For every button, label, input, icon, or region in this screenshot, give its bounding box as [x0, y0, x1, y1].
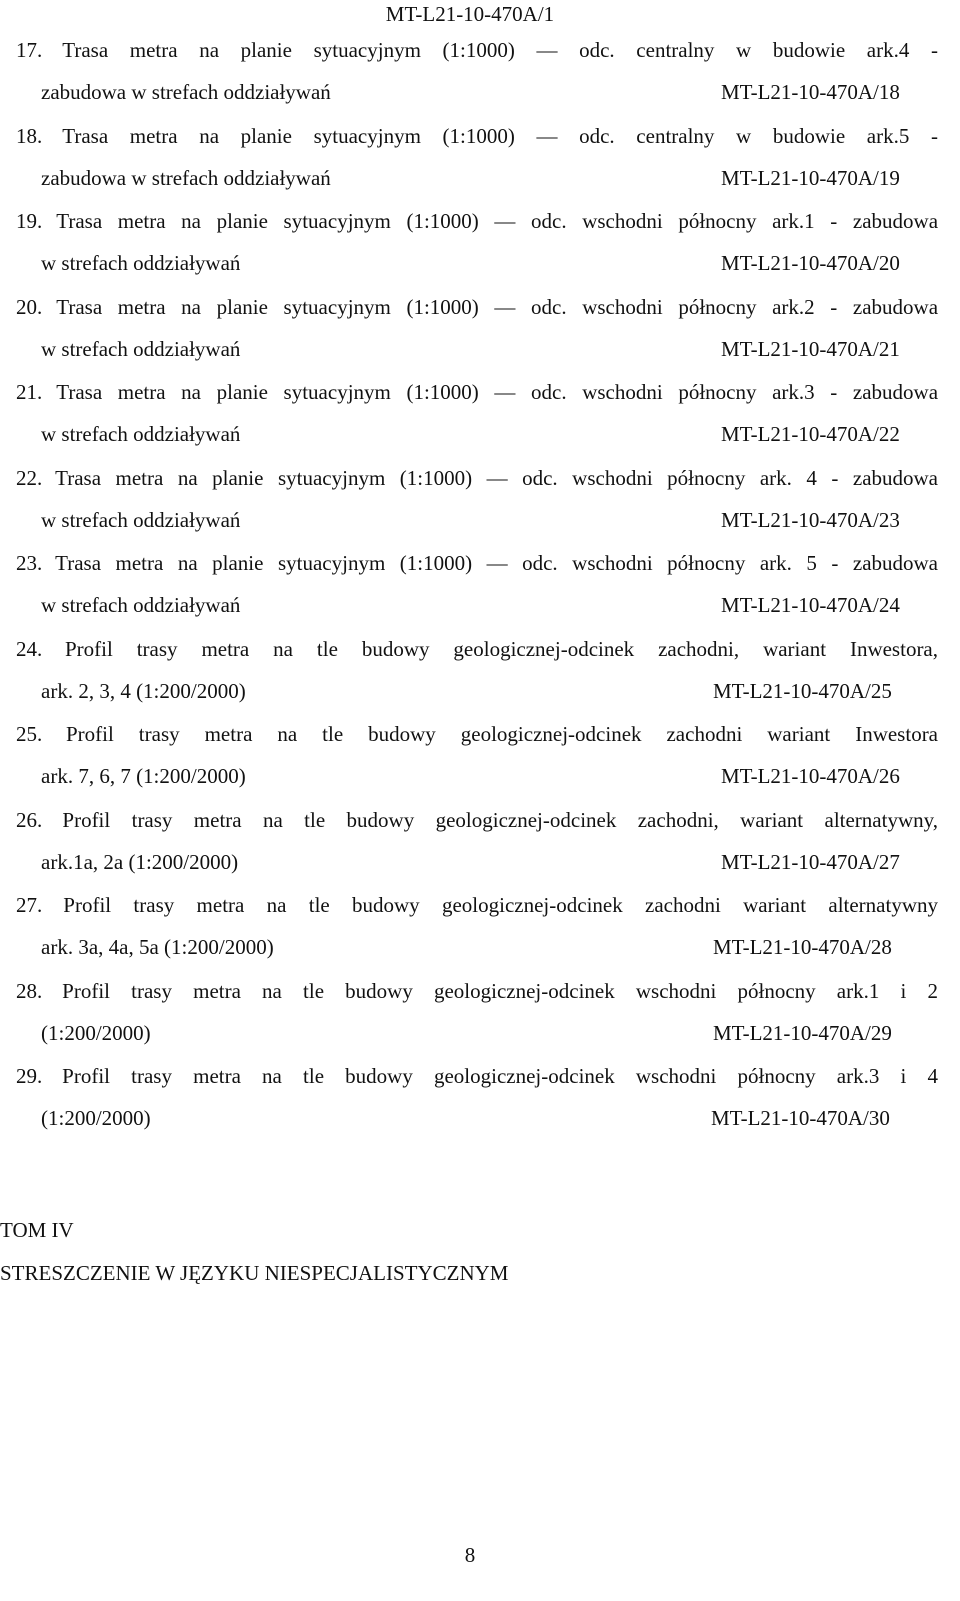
item-code: MT-L21-10-470A/18 [721, 80, 900, 104]
item-subtitle: zabudowa w strefach oddziaływań [41, 80, 331, 104]
item-title: Profil trasy metra na tle budowy geologicznej-odcinek zachodni, wariant alternatywny, [62, 807, 939, 832]
list-item [16, 637, 938, 723]
item-code: MT-L21-10-470A/24 [721, 593, 900, 617]
item-title: Trasa metra na planie sytuacyjnym (1:1000) — odc. wschodni północny ark.3 - zabudowa [56, 380, 939, 404]
item-subtitle: ark. 3a, 4a, 5a (1:200/2000) [41, 935, 274, 959]
item-title: Trasa metra na planie sytuacyjnym (1:1000) — odc. wschodni północny ark.2 - zabudowa [56, 294, 939, 319]
item-number: 24. [16, 636, 43, 661]
item-code: MT-L21-10-470A/30 [711, 1106, 890, 1130]
item-title: Profil trasy metra na tle budowy geologicznej-odcinek zachodni, wariant Inwestora, [64, 636, 939, 661]
item-title: Profil trasy metra na tle budowy geologicznej-odcinek wschodni północny ark.3 i 4 [62, 1064, 938, 1088]
item-code: MT-L21-10-470A/21 [721, 336, 900, 361]
item-code: MT-L21-10-470A/28 [713, 935, 892, 959]
item-number: 27. [16, 893, 43, 917]
item-number: 20. [16, 294, 43, 319]
item-code: MT-L21-10-470A/22 [721, 422, 900, 446]
item-number: 19. [16, 209, 43, 233]
volume-label: TOM IV [0, 1218, 74, 1242]
item-number: 25. [16, 722, 43, 746]
list-item [16, 979, 938, 1065]
list-item [16, 893, 938, 979]
volume-title: STRESZCZENIE W JĘZYKU NIESPECJALISTYCZNYM [0, 1261, 509, 1285]
item-subtitle: w strefach oddziaływań [41, 507, 241, 532]
item-number: 29. [16, 1064, 43, 1088]
item-subtitle: w strefach oddziaływań [41, 422, 241, 446]
list-item [16, 380, 938, 466]
item-number: 26. [16, 807, 43, 832]
item-number: 22. [16, 465, 43, 490]
list-item [16, 38, 938, 124]
item-subtitle: (1:200/2000) [41, 1020, 151, 1045]
item-code: MT-L21-10-470A/19 [721, 165, 900, 190]
item-subtitle: ark. 2, 3, 4 (1:200/2000) [41, 678, 246, 703]
item-title: Trasa metra na planie sytuacyjnym (1:1000) — odc. centralny w budowie ark.4 - [62, 38, 938, 62]
item-number: 21. [16, 380, 43, 404]
list-item [16, 209, 938, 295]
list-item [16, 1064, 938, 1150]
item-title: Trasa metra na planie sytuacyjnym (1:1000) — odc. wschodni północny ark. 4 - zabudowa [55, 465, 938, 490]
list-item [16, 295, 938, 381]
list-item [16, 551, 938, 637]
list-item [16, 466, 938, 552]
list-item [16, 722, 938, 808]
item-title: Profil trasy metra na tle budowy geologicznej-odcinek zachodni wariant Inwestora [65, 722, 939, 746]
item-subtitle: zabudowa w strefach oddziaływań [41, 165, 331, 190]
list-item [16, 124, 938, 210]
item-title: Trasa metra na planie sytuacyjnym (1:1000) — odc. wschodni północny ark. 5 - zabudowa [55, 551, 938, 575]
item-title: Trasa metra na planie sytuacyjnym (1:1000) — odc. wschodni północny ark.1 - zabudowa [56, 209, 939, 233]
item-code: MT-L21-10-470A/27 [721, 849, 900, 874]
item-code: MT-L21-10-470A/29 [713, 1020, 892, 1045]
item-subtitle: w strefach oddziaływań [41, 336, 241, 361]
item-code: MT-L21-10-470A/23 [721, 507, 900, 532]
document-code-header: MT-L21-10-470A/1 [385, 2, 555, 26]
list-item [16, 808, 938, 894]
item-title: Profil trasy metra na tle budowy geologicznej-odcinek wschodni północny ark.1 i 2 [62, 978, 938, 1003]
item-number: 17. [16, 38, 43, 62]
item-subtitle: ark. 7, 6, 7 (1:200/2000) [41, 764, 246, 788]
item-title: Trasa metra na planie sytuacyjnym (1:1000) — odc. centralny w budowie ark.5 - [62, 123, 938, 148]
page-number: 8 [464, 1543, 476, 1567]
item-code: MT-L21-10-470A/26 [721, 764, 900, 788]
item-subtitle: w strefach oddziaływań [41, 251, 241, 275]
item-code: MT-L21-10-470A/20 [721, 251, 900, 275]
item-number: 23. [16, 551, 43, 575]
item-title: Profil trasy metra na tle budowy geologicznej-odcinek zachodni wariant alternatywny [63, 893, 938, 917]
item-subtitle: w strefach oddziaływań [41, 593, 241, 617]
item-number: 28. [16, 978, 43, 1003]
item-number: 18. [16, 123, 43, 148]
item-subtitle: (1:200/2000) [41, 1106, 151, 1130]
drawing-list [16, 38, 938, 1150]
item-subtitle: ark.1a, 2a (1:200/2000) [41, 849, 239, 874]
item-code: MT-L21-10-470A/25 [713, 678, 892, 703]
